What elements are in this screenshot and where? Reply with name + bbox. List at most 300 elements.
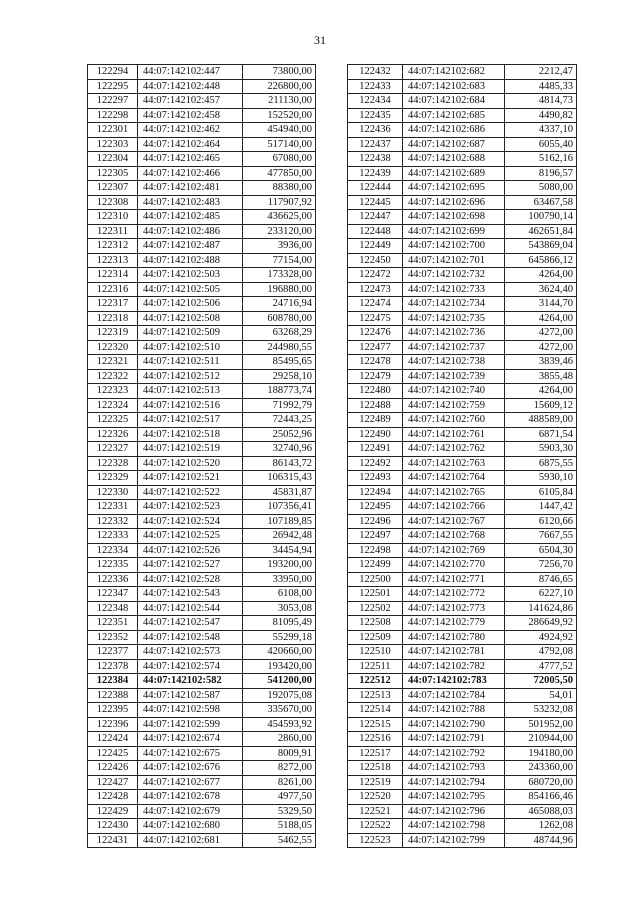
- record-number-cell: 122428: [88, 790, 138, 805]
- cadastral-number-cell: 44:07:142102:548: [138, 630, 243, 645]
- table-row: [88, 123, 316, 138]
- value-cell: 420660,00: [243, 645, 316, 660]
- record-number-cell: 122448: [348, 224, 403, 239]
- value-cell: 72005,50: [505, 674, 577, 689]
- cadastral-number-cell: 44:07:142102:677: [138, 775, 243, 790]
- table-row: [348, 804, 577, 819]
- value-cell: 4264,00: [505, 268, 577, 283]
- value-cell: 226800,00: [243, 79, 316, 94]
- table-row: [88, 587, 316, 602]
- cadastral-number-cell: 44:07:142102:464: [138, 137, 243, 152]
- cadastral-number-cell: 44:07:142102:488: [138, 253, 243, 268]
- record-number-cell: 122314: [88, 268, 138, 283]
- table-row: [88, 645, 316, 660]
- cadastral-number-cell: 44:07:142102:524: [138, 514, 243, 529]
- cadastral-number-cell: 44:07:142102:465: [138, 152, 243, 167]
- table-row: [348, 282, 577, 297]
- record-number-cell: 122432: [348, 65, 403, 80]
- value-cell: 25052,96: [243, 427, 316, 442]
- record-number-cell: 122433: [348, 79, 403, 94]
- record-number-cell: 122425: [88, 746, 138, 761]
- table-row: [348, 456, 577, 471]
- table-row: [348, 616, 577, 631]
- value-cell: 4272,00: [505, 326, 577, 341]
- cadastral-number-cell: 44:07:142102:510: [138, 340, 243, 355]
- value-cell: 4264,00: [505, 311, 577, 326]
- cadastral-number-cell: 44:07:142102:739: [403, 369, 505, 384]
- value-cell: 4490,82: [505, 108, 577, 123]
- record-number-cell: 122516: [348, 732, 403, 747]
- cadastral-number-cell: 44:07:142102:796: [403, 804, 505, 819]
- record-number-cell: 122321: [88, 355, 138, 370]
- table-row: [348, 543, 577, 558]
- record-number-cell: 122307: [88, 181, 138, 196]
- table-row: [348, 601, 577, 616]
- table-row: [348, 572, 577, 587]
- value-cell: 645866,12: [505, 253, 577, 268]
- record-number-cell: 122316: [88, 282, 138, 297]
- record-number-cell: 122322: [88, 369, 138, 384]
- cadastral-number-cell: 44:07:142102:516: [138, 398, 243, 413]
- value-cell: 680720,00: [505, 775, 577, 790]
- value-cell: 5188,05: [243, 819, 316, 834]
- cadastral-table-left: [87, 64, 316, 848]
- table-row: [348, 587, 577, 602]
- table-row: [348, 514, 577, 529]
- table-row: [348, 819, 577, 834]
- record-number-cell: 122319: [88, 326, 138, 341]
- cadastral-table-right: [347, 64, 577, 848]
- cadastral-number-cell: 44:07:142102:735: [403, 311, 505, 326]
- cadastral-number-cell: 44:07:142102:795: [403, 790, 505, 805]
- value-cell: 6875,55: [505, 456, 577, 471]
- value-cell: 2212,47: [505, 65, 577, 80]
- value-cell: 4792,08: [505, 645, 577, 660]
- record-number-cell: 122313: [88, 253, 138, 268]
- record-number-cell: 122498: [348, 543, 403, 558]
- cadastral-number-cell: 44:07:142102:762: [403, 442, 505, 457]
- cadastral-number-cell: 44:07:142102:737: [403, 340, 505, 355]
- cadastral-number-cell: 44:07:142102:759: [403, 398, 505, 413]
- value-cell: 8746,65: [505, 572, 577, 587]
- table-row: [88, 166, 316, 181]
- cadastral-number-cell: 44:07:142102:523: [138, 500, 243, 515]
- value-cell: 32740,96: [243, 442, 316, 457]
- record-number-cell: 122496: [348, 514, 403, 529]
- cadastral-number-cell: 44:07:142102:701: [403, 253, 505, 268]
- value-cell: 100790,14: [505, 210, 577, 225]
- table-row: [348, 297, 577, 312]
- cadastral-number-cell: 44:07:142102:799: [403, 833, 505, 848]
- table-row: [88, 746, 316, 761]
- table-row: [88, 398, 316, 413]
- table-row: [88, 804, 316, 819]
- record-number-cell: 122488: [348, 398, 403, 413]
- record-number-cell: 122424: [88, 732, 138, 747]
- table-row: [348, 674, 577, 689]
- cadastral-number-cell: 44:07:142102:505: [138, 282, 243, 297]
- table-row: [88, 282, 316, 297]
- record-number-cell: 122450: [348, 253, 403, 268]
- record-number-cell: 122476: [348, 326, 403, 341]
- table-row: [88, 427, 316, 442]
- value-cell: 45831,87: [243, 485, 316, 500]
- value-cell: 67080,00: [243, 152, 316, 167]
- record-number-cell: 122519: [348, 775, 403, 790]
- value-cell: 48744,96: [505, 833, 577, 848]
- table-row: [88, 137, 316, 152]
- cadastral-number-cell: 44:07:142102:513: [138, 384, 243, 399]
- record-number-cell: 122312: [88, 239, 138, 254]
- table-row: [88, 703, 316, 718]
- table-row: [348, 311, 577, 326]
- value-cell: 8196,57: [505, 166, 577, 181]
- cadastral-number-cell: 44:07:142102:738: [403, 355, 505, 370]
- table-row: [348, 369, 577, 384]
- value-cell: 454593,92: [243, 717, 316, 732]
- table-row: [348, 398, 577, 413]
- record-number-cell: 122427: [88, 775, 138, 790]
- value-cell: 5162,16: [505, 152, 577, 167]
- record-number-cell: 122333: [88, 529, 138, 544]
- table-row: [348, 94, 577, 109]
- cadastral-number-cell: 44:07:142102:675: [138, 746, 243, 761]
- value-cell: 454940,00: [243, 123, 316, 138]
- table-row: [348, 790, 577, 805]
- cadastral-number-cell: 44:07:142102:543: [138, 587, 243, 602]
- cadastral-number-cell: 44:07:142102:528: [138, 572, 243, 587]
- cadastral-number-cell: 44:07:142102:574: [138, 659, 243, 674]
- record-number-cell: 122323: [88, 384, 138, 399]
- record-number-cell: 122523: [348, 833, 403, 848]
- value-cell: 465088,03: [505, 804, 577, 819]
- value-cell: 854166,46: [505, 790, 577, 805]
- cadastral-number-cell: 44:07:142102:582: [138, 674, 243, 689]
- record-number-cell: 122490: [348, 427, 403, 442]
- value-cell: 193420,00: [243, 659, 316, 674]
- table-row: [348, 833, 577, 848]
- record-number-cell: 122436: [348, 123, 403, 138]
- cadastral-number-cell: 44:07:142102:766: [403, 500, 505, 515]
- record-number-cell: 122474: [348, 297, 403, 312]
- record-number-cell: 122378: [88, 659, 138, 674]
- value-cell: 6504,30: [505, 543, 577, 558]
- value-cell: 5930,10: [505, 471, 577, 486]
- value-cell: 72443,25: [243, 413, 316, 428]
- cadastral-number-cell: 44:07:142102:784: [403, 688, 505, 703]
- value-cell: 5329,50: [243, 804, 316, 819]
- table-row: [88, 572, 316, 587]
- value-cell: 55299,18: [243, 630, 316, 645]
- record-number-cell: 122477: [348, 340, 403, 355]
- cadastral-number-cell: 44:07:142102:517: [138, 413, 243, 428]
- value-cell: 29258,10: [243, 369, 316, 384]
- table-row: [88, 717, 316, 732]
- record-number-cell: 122330: [88, 485, 138, 500]
- value-cell: 71992,79: [243, 398, 316, 413]
- record-number-cell: 122475: [348, 311, 403, 326]
- table-row: [88, 833, 316, 848]
- value-cell: 6105,84: [505, 485, 577, 500]
- cadastral-number-cell: 44:07:142102:573: [138, 645, 243, 660]
- cadastral-number-cell: 44:07:142102:598: [138, 703, 243, 718]
- record-number-cell: 122445: [348, 195, 403, 210]
- value-cell: 4977,50: [243, 790, 316, 805]
- record-number-cell: 122511: [348, 659, 403, 674]
- table-row: [348, 384, 577, 399]
- cadastral-number-cell: 44:07:142102:509: [138, 326, 243, 341]
- table-row: [348, 659, 577, 674]
- record-number-cell: 122334: [88, 543, 138, 558]
- record-number-cell: 122305: [88, 166, 138, 181]
- value-cell: 34454,94: [243, 543, 316, 558]
- value-cell: 335670,00: [243, 703, 316, 718]
- value-cell: 33950,00: [243, 572, 316, 587]
- table-row: [88, 500, 316, 515]
- record-number-cell: 122308: [88, 195, 138, 210]
- value-cell: 6120,66: [505, 514, 577, 529]
- value-cell: 4777,52: [505, 659, 577, 674]
- value-cell: 63467,58: [505, 195, 577, 210]
- table-row: [348, 253, 577, 268]
- value-cell: 210944,00: [505, 732, 577, 747]
- value-cell: 5462,55: [243, 833, 316, 848]
- value-cell: 6055,40: [505, 137, 577, 152]
- cadastral-number-cell: 44:07:142102:547: [138, 616, 243, 631]
- record-number-cell: 122517: [348, 746, 403, 761]
- cadastral-number-cell: 44:07:142102:512: [138, 369, 243, 384]
- record-number-cell: 122384: [88, 674, 138, 689]
- value-cell: 211130,00: [243, 94, 316, 109]
- record-number-cell: 122335: [88, 558, 138, 573]
- record-number-cell: 122352: [88, 630, 138, 645]
- value-cell: 517140,00: [243, 137, 316, 152]
- cadastral-number-cell: 44:07:142102:695: [403, 181, 505, 196]
- value-cell: 54,01: [505, 688, 577, 703]
- value-cell: 86143,72: [243, 456, 316, 471]
- cadastral-number-cell: 44:07:142102:687: [403, 137, 505, 152]
- table-row: [348, 123, 577, 138]
- cadastral-number-cell: 44:07:142102:519: [138, 442, 243, 457]
- record-number-cell: 122493: [348, 471, 403, 486]
- record-number-cell: 122473: [348, 282, 403, 297]
- table-row: [348, 732, 577, 747]
- value-cell: 192075,08: [243, 688, 316, 703]
- record-number-cell: 122512: [348, 674, 403, 689]
- record-number-cell: 122396: [88, 717, 138, 732]
- cadastral-number-cell: 44:07:142102:683: [403, 79, 505, 94]
- table-row: [88, 630, 316, 645]
- value-cell: 5903,30: [505, 442, 577, 457]
- value-cell: 3936,00: [243, 239, 316, 254]
- value-cell: 152520,00: [243, 108, 316, 123]
- value-cell: 173328,00: [243, 268, 316, 283]
- record-number-cell: 122311: [88, 224, 138, 239]
- record-number-cell: 122502: [348, 601, 403, 616]
- table-row: [88, 340, 316, 355]
- cadastral-number-cell: 44:07:142102:760: [403, 413, 505, 428]
- cadastral-number-cell: 44:07:142102:511: [138, 355, 243, 370]
- value-cell: 15609,12: [505, 398, 577, 413]
- record-number-cell: 122522: [348, 819, 403, 834]
- cadastral-number-cell: 44:07:142102:527: [138, 558, 243, 573]
- record-number-cell: 122294: [88, 65, 138, 80]
- record-number-cell: 122478: [348, 355, 403, 370]
- table-row: [348, 746, 577, 761]
- value-cell: 6108,00: [243, 587, 316, 602]
- cadastral-number-cell: 44:07:142102:487: [138, 239, 243, 254]
- record-number-cell: 122499: [348, 558, 403, 573]
- table-row: [348, 717, 577, 732]
- table-row: [348, 688, 577, 703]
- table-row: [88, 471, 316, 486]
- table-row: [88, 268, 316, 283]
- value-cell: 4485,33: [505, 79, 577, 94]
- record-number-cell: 122329: [88, 471, 138, 486]
- cadastral-number-cell: 44:07:142102:696: [403, 195, 505, 210]
- value-cell: 1447,42: [505, 500, 577, 515]
- cadastral-number-cell: 44:07:142102:685: [403, 108, 505, 123]
- value-cell: 3144,70: [505, 297, 577, 312]
- cadastral-number-cell: 44:07:142102:544: [138, 601, 243, 616]
- cadastral-number-cell: 44:07:142102:486: [138, 224, 243, 239]
- cadastral-number-cell: 44:07:142102:483: [138, 195, 243, 210]
- value-cell: 77154,00: [243, 253, 316, 268]
- value-cell: 24716,94: [243, 297, 316, 312]
- record-number-cell: 122439: [348, 166, 403, 181]
- table-row: [88, 819, 316, 834]
- table-row: [348, 326, 577, 341]
- value-cell: 141624,86: [505, 601, 577, 616]
- value-cell: 8009,91: [243, 746, 316, 761]
- table-row: [348, 239, 577, 254]
- table-row: [88, 558, 316, 573]
- table-row: [88, 94, 316, 109]
- table-row: [348, 108, 577, 123]
- cadastral-number-cell: 44:07:142102:769: [403, 543, 505, 558]
- table-row: [348, 137, 577, 152]
- table-row: [348, 268, 577, 283]
- value-cell: 244980,55: [243, 340, 316, 355]
- cadastral-number-cell: 44:07:142102:518: [138, 427, 243, 442]
- table-row: [88, 790, 316, 805]
- value-cell: 3624,40: [505, 282, 577, 297]
- record-number-cell: 122500: [348, 572, 403, 587]
- cadastral-number-cell: 44:07:142102:682: [403, 65, 505, 80]
- record-number-cell: 122303: [88, 137, 138, 152]
- record-number-cell: 122438: [348, 152, 403, 167]
- cadastral-number-cell: 44:07:142102:485: [138, 210, 243, 225]
- value-cell: 3053,08: [243, 601, 316, 616]
- cadastral-number-cell: 44:07:142102:764: [403, 471, 505, 486]
- cadastral-number-cell: 44:07:142102:481: [138, 181, 243, 196]
- table-row: [348, 775, 577, 790]
- value-cell: 462651,84: [505, 224, 577, 239]
- record-number-cell: 122395: [88, 703, 138, 718]
- table-row: [348, 558, 577, 573]
- record-number-cell: 122437: [348, 137, 403, 152]
- cadastral-number-cell: 44:07:142102:700: [403, 239, 505, 254]
- cadastral-number-cell: 44:07:142102:587: [138, 688, 243, 703]
- record-number-cell: 122480: [348, 384, 403, 399]
- cadastral-number-cell: 44:07:142102:679: [138, 804, 243, 819]
- table-row: [348, 152, 577, 167]
- cadastral-number-cell: 44:07:142102:765: [403, 485, 505, 500]
- cadastral-number-cell: 44:07:142102:680: [138, 819, 243, 834]
- cadastral-number-cell: 44:07:142102:782: [403, 659, 505, 674]
- cadastral-number-cell: 44:07:142102:462: [138, 123, 243, 138]
- record-number-cell: 122492: [348, 456, 403, 471]
- value-cell: 107189,85: [243, 514, 316, 529]
- record-number-cell: 122434: [348, 94, 403, 109]
- cadastral-number-cell: 44:07:142102:448: [138, 79, 243, 94]
- value-cell: 5080,00: [505, 181, 577, 196]
- table-row: [348, 181, 577, 196]
- record-number-cell: 122501: [348, 587, 403, 602]
- table-row: [88, 297, 316, 312]
- table-row: [88, 384, 316, 399]
- table-row: [88, 355, 316, 370]
- table-row: [348, 427, 577, 442]
- value-cell: 7256,70: [505, 558, 577, 573]
- cadastral-number-cell: 44:07:142102:734: [403, 297, 505, 312]
- record-number-cell: 122310: [88, 210, 138, 225]
- record-number-cell: 122435: [348, 108, 403, 123]
- table-row: [88, 688, 316, 703]
- cadastral-number-cell: 44:07:142102:788: [403, 703, 505, 718]
- table-row: [88, 732, 316, 747]
- record-number-cell: 122447: [348, 210, 403, 225]
- value-cell: 188773,74: [243, 384, 316, 399]
- value-cell: 4337,10: [505, 123, 577, 138]
- table-row: [348, 355, 577, 370]
- page-number: 31: [314, 33, 326, 47]
- cadastral-number-cell: 44:07:142102:678: [138, 790, 243, 805]
- table-row: [88, 369, 316, 384]
- record-number-cell: 122317: [88, 297, 138, 312]
- value-cell: 53232,08: [505, 703, 577, 718]
- value-cell: 2860,00: [243, 732, 316, 747]
- value-cell: 193200,00: [243, 558, 316, 573]
- cadastral-number-cell: 44:07:142102:599: [138, 717, 243, 732]
- cadastral-number-cell: 44:07:142102:768: [403, 529, 505, 544]
- record-number-cell: 122521: [348, 804, 403, 819]
- cadastral-number-cell: 44:07:142102:792: [403, 746, 505, 761]
- table-row: [348, 485, 577, 500]
- cadastral-number-cell: 44:07:142102:686: [403, 123, 505, 138]
- value-cell: 26942,48: [243, 529, 316, 544]
- record-number-cell: 122444: [348, 181, 403, 196]
- value-cell: 8261,00: [243, 775, 316, 790]
- cadastral-number-cell: 44:07:142102:689: [403, 166, 505, 181]
- cadastral-number-cell: 44:07:142102:698: [403, 210, 505, 225]
- table-row: [88, 456, 316, 471]
- table-row: [88, 311, 316, 326]
- record-number-cell: 122509: [348, 630, 403, 645]
- value-cell: 106315,43: [243, 471, 316, 486]
- value-cell: 233120,00: [243, 224, 316, 239]
- cadastral-number-cell: 44:07:142102:526: [138, 543, 243, 558]
- record-number-cell: 122318: [88, 311, 138, 326]
- table-row: [348, 442, 577, 457]
- value-cell: 8272,00: [243, 761, 316, 776]
- record-number-cell: 122514: [348, 703, 403, 718]
- record-number-cell: 122301: [88, 123, 138, 138]
- table-row: [88, 485, 316, 500]
- value-cell: 608780,00: [243, 311, 316, 326]
- cadastral-number-cell: 44:07:142102:733: [403, 282, 505, 297]
- record-number-cell: 122508: [348, 616, 403, 631]
